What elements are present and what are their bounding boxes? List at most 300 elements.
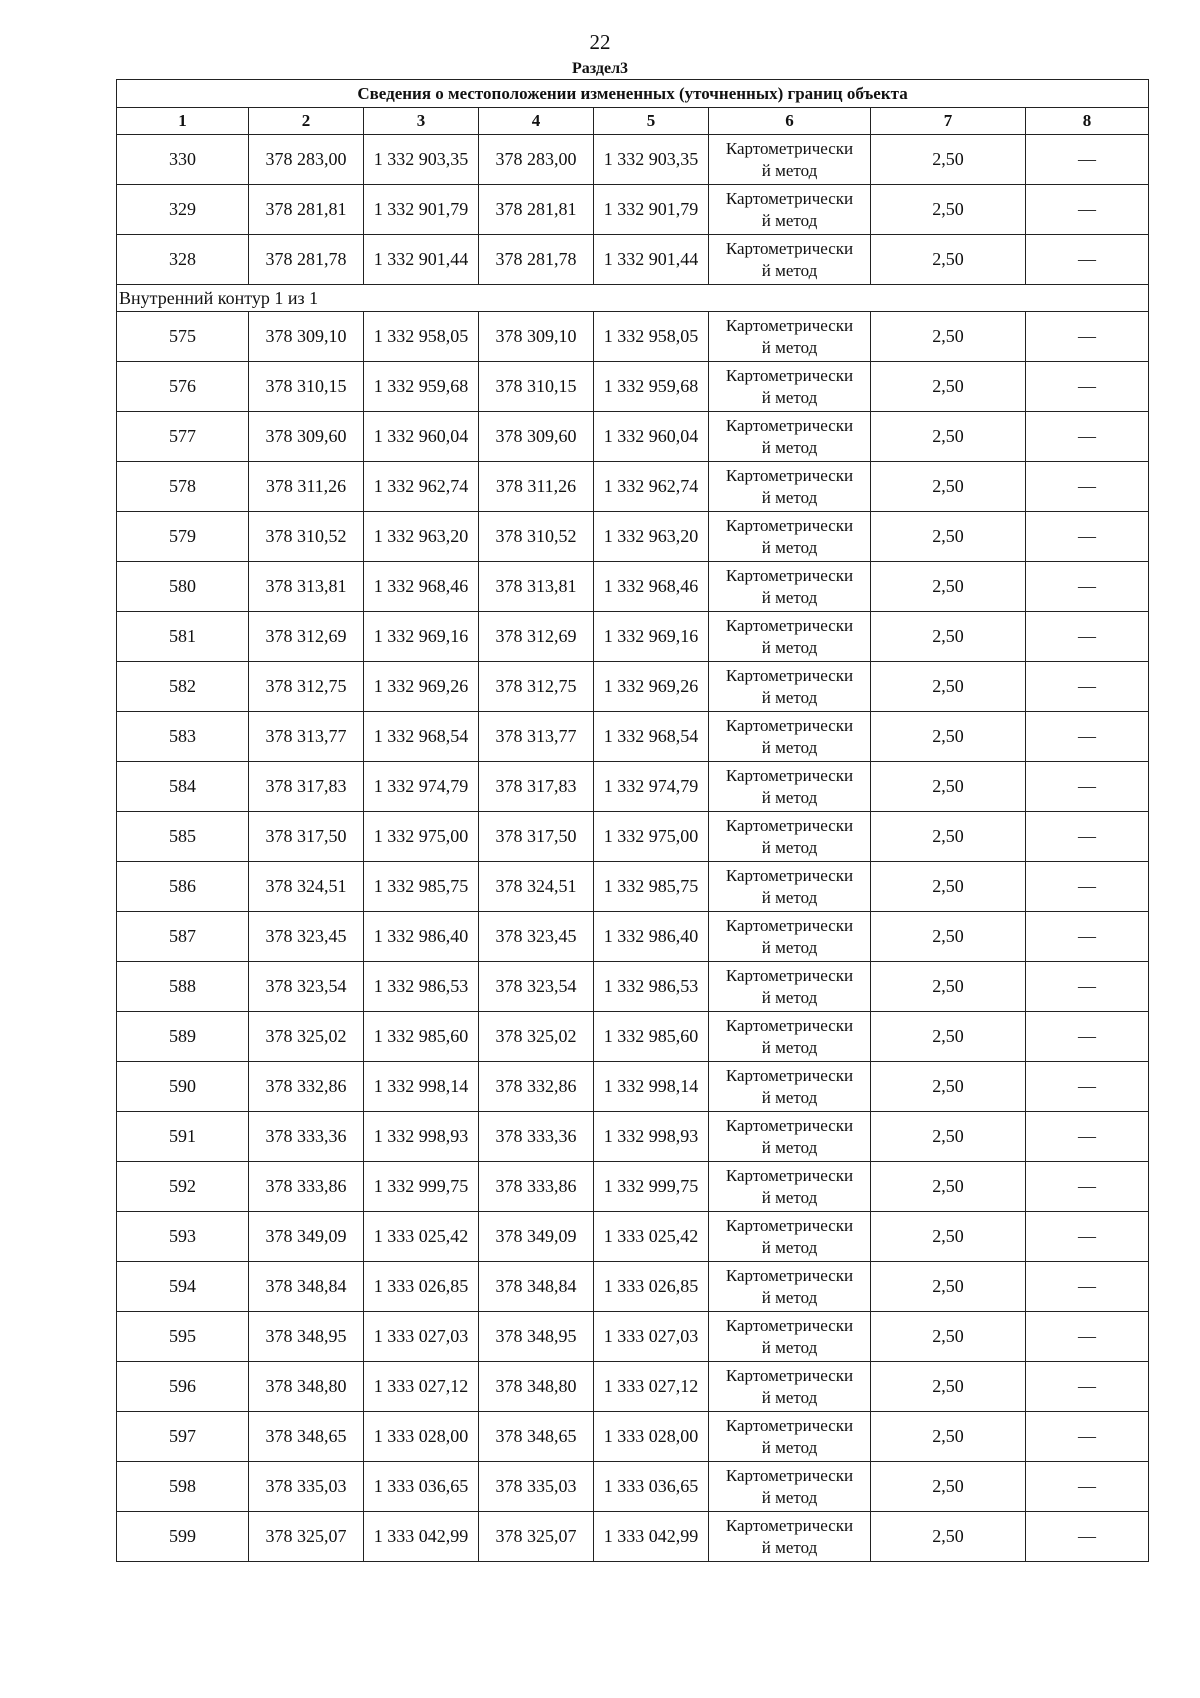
y-coordinate-cell: 1 332 985,60: [364, 1012, 479, 1062]
x-coordinate-cell: 378 349,09: [249, 1212, 364, 1262]
method-cell: [709, 662, 871, 712]
column-header-1: 1: [117, 108, 249, 135]
table-header-row: [117, 108, 1149, 135]
method-text-line1: Картометрически: [725, 365, 854, 385]
column-header-2: 2: [249, 108, 364, 135]
dash-cell: —: [1026, 135, 1149, 185]
accuracy-cell: 2,50: [871, 512, 1026, 562]
accuracy-cell: 2,50: [871, 462, 1026, 512]
y-new-coordinate-cell: 1 332 985,60: [594, 1012, 709, 1062]
y-new-coordinate-cell: 1 333 027,12: [594, 1362, 709, 1412]
accuracy-cell: 2,50: [871, 1512, 1026, 1562]
point-number-cell: 577: [117, 412, 249, 462]
method-text-line1: Картометрически: [725, 765, 854, 785]
x-new-coordinate-cell: 378 317,50: [479, 812, 594, 862]
y-new-coordinate-cell: 1 333 026,85: [594, 1262, 709, 1312]
y-coordinate-cell: 1 332 903,35: [364, 135, 479, 185]
point-number-cell: 596: [117, 1362, 249, 1412]
method-cell: [709, 1462, 871, 1512]
y-coordinate-cell: 1 333 042,99: [364, 1512, 479, 1562]
y-new-coordinate-cell: 1 332 986,53: [594, 962, 709, 1012]
dash-cell: —: [1026, 612, 1149, 662]
x-coordinate-cell: 378 313,77: [249, 712, 364, 762]
x-new-coordinate-cell: 378 335,03: [479, 1462, 594, 1512]
table-row: [117, 1462, 1149, 1512]
dash-cell: —: [1026, 1212, 1149, 1262]
table-row: [117, 1062, 1149, 1112]
point-number-cell: 576: [117, 362, 249, 412]
column-header-3: 3: [364, 108, 479, 135]
method-cell: [709, 235, 871, 285]
method-text-line2: й метод: [761, 1287, 818, 1307]
x-coordinate-cell: 378 324,51: [249, 862, 364, 912]
column-header-4: 4: [479, 108, 594, 135]
method-text-line1: Картометрически: [725, 815, 854, 835]
x-new-coordinate-cell: 378 310,52: [479, 512, 594, 562]
accuracy-cell: 2,50: [871, 412, 1026, 462]
x-new-coordinate-cell: 378 324,51: [479, 862, 594, 912]
accuracy-cell: 2,50: [871, 362, 1026, 412]
accuracy-cell: 2,50: [871, 662, 1026, 712]
method-cell: [709, 612, 871, 662]
method-text-line1: Картометрически: [725, 1065, 854, 1085]
method-text-line1: Картометрически: [725, 238, 854, 258]
column-header-7: 7: [871, 108, 1026, 135]
table-row: [117, 1412, 1149, 1462]
y-coordinate-cell: 1 333 027,03: [364, 1312, 479, 1362]
method-text-line1: Картометрически: [725, 188, 854, 208]
x-new-coordinate-cell: 378 311,26: [479, 462, 594, 512]
accuracy-cell: 2,50: [871, 185, 1026, 235]
table-row: [117, 1112, 1149, 1162]
y-new-coordinate-cell: 1 332 903,35: [594, 135, 709, 185]
table-row: [117, 812, 1149, 862]
x-coordinate-cell: 378 312,69: [249, 612, 364, 662]
y-new-coordinate-cell: 1 332 999,75: [594, 1162, 709, 1212]
y-coordinate-cell: 1 332 975,00: [364, 812, 479, 862]
method-text-line2: й метод: [761, 1187, 818, 1207]
method-text-line2: й метод: [761, 987, 818, 1007]
dash-cell: —: [1026, 462, 1149, 512]
x-coordinate-cell: 378 348,65: [249, 1412, 364, 1462]
method-text-line1: Картометрически: [725, 1365, 854, 1385]
page-number: 22: [589, 30, 611, 54]
point-number-cell: 328: [117, 235, 249, 285]
dash-cell: —: [1026, 712, 1149, 762]
method-text-line2: й метод: [761, 787, 818, 807]
table-row: [117, 662, 1149, 712]
method-cell: [709, 1312, 871, 1362]
method-cell: [709, 1212, 871, 1262]
table-row: [117, 1312, 1149, 1362]
y-coordinate-cell: 1 332 958,05: [364, 312, 479, 362]
y-new-coordinate-cell: 1 332 969,26: [594, 662, 709, 712]
dash-cell: —: [1026, 762, 1149, 812]
dash-cell: —: [1026, 962, 1149, 1012]
y-coordinate-cell: 1 332 969,16: [364, 612, 479, 662]
contour-label: Внутренний контур 1 из 1: [117, 285, 1149, 312]
point-number-cell: 585: [117, 812, 249, 862]
method-text-line2: й метод: [761, 160, 818, 180]
method-text-line2: й метод: [761, 1487, 818, 1507]
y-new-coordinate-cell: 1 332 959,68: [594, 362, 709, 412]
point-number-cell: 592: [117, 1162, 249, 1212]
dash-cell: —: [1026, 912, 1149, 962]
x-coordinate-cell: 378 335,03: [249, 1462, 364, 1512]
column-header-5: 5: [594, 108, 709, 135]
dash-cell: —: [1026, 1012, 1149, 1062]
table-row: [117, 185, 1149, 235]
y-coordinate-cell: 1 332 901,79: [364, 185, 479, 235]
y-coordinate-cell: 1 332 999,75: [364, 1162, 479, 1212]
table-row: [117, 612, 1149, 662]
method-text-line1: Картометрически: [725, 138, 854, 158]
y-coordinate-cell: 1 332 998,93: [364, 1112, 479, 1162]
accuracy-cell: 2,50: [871, 862, 1026, 912]
method-cell: [709, 1262, 871, 1312]
method-text-line1: Картометрически: [725, 1515, 854, 1535]
x-new-coordinate-cell: 378 348,80: [479, 1362, 594, 1412]
method-cell: [709, 1112, 871, 1162]
table-row: [117, 1162, 1149, 1212]
x-new-coordinate-cell: 378 332,86: [479, 1062, 594, 1112]
method-text-line2: й метод: [761, 887, 818, 907]
x-coordinate-cell: 378 309,10: [249, 312, 364, 362]
table-row: [117, 862, 1149, 912]
point-number-cell: 584: [117, 762, 249, 812]
table-row: [117, 235, 1149, 285]
x-coordinate-cell: 378 310,52: [249, 512, 364, 562]
accuracy-cell: 2,50: [871, 312, 1026, 362]
x-coordinate-cell: 378 325,02: [249, 1012, 364, 1062]
method-text-line2: й метод: [761, 737, 818, 757]
y-coordinate-cell: 1 332 974,79: [364, 762, 479, 812]
y-new-coordinate-cell: 1 333 027,03: [594, 1312, 709, 1362]
y-new-coordinate-cell: 1 332 901,44: [594, 235, 709, 285]
x-coordinate-cell: 378 309,60: [249, 412, 364, 462]
method-text-line2: й метод: [761, 1337, 818, 1357]
x-coordinate-cell: 378 348,80: [249, 1362, 364, 1412]
dash-cell: —: [1026, 1512, 1149, 1562]
method-text-line2: й метод: [761, 1137, 818, 1157]
method-cell: [709, 135, 871, 185]
x-coordinate-cell: 378 310,15: [249, 362, 364, 412]
dash-cell: —: [1026, 312, 1149, 362]
accuracy-cell: 2,50: [871, 1312, 1026, 1362]
method-text-line1: Картометрически: [725, 1015, 854, 1035]
point-number-cell: 599: [117, 1512, 249, 1562]
x-coordinate-cell: 378 281,78: [249, 235, 364, 285]
y-new-coordinate-cell: 1 332 998,93: [594, 1112, 709, 1162]
y-coordinate-cell: 1 332 986,40: [364, 912, 479, 962]
x-new-coordinate-cell: 378 348,65: [479, 1412, 594, 1462]
y-coordinate-cell: 1 333 026,85: [364, 1262, 479, 1312]
point-number-cell: 578: [117, 462, 249, 512]
accuracy-cell: 2,50: [871, 612, 1026, 662]
method-text-line2: й метод: [761, 1537, 818, 1557]
method-text-line1: Картометрически: [725, 1315, 854, 1335]
method-text-line2: й метод: [761, 837, 818, 857]
table-row: [117, 1012, 1149, 1062]
column-header-6: 6: [709, 108, 871, 135]
point-number-cell: 589: [117, 1012, 249, 1062]
x-coordinate-cell: 378 313,81: [249, 562, 364, 612]
y-new-coordinate-cell: 1 332 975,00: [594, 812, 709, 862]
point-number-cell: 588: [117, 962, 249, 1012]
y-coordinate-cell: 1 332 959,68: [364, 362, 479, 412]
dash-cell: —: [1026, 235, 1149, 285]
point-number-cell: 586: [117, 862, 249, 912]
point-number-cell: 579: [117, 512, 249, 562]
method-text-line1: Картометрически: [725, 515, 854, 535]
dash-cell: —: [1026, 1062, 1149, 1112]
y-new-coordinate-cell: 1 333 042,99: [594, 1512, 709, 1562]
method-cell: [709, 962, 871, 1012]
x-coordinate-cell: 378 333,86: [249, 1162, 364, 1212]
accuracy-cell: 2,50: [871, 712, 1026, 762]
point-number-cell: 591: [117, 1112, 249, 1162]
point-number-cell: 575: [117, 312, 249, 362]
x-new-coordinate-cell: 378 333,86: [479, 1162, 594, 1212]
method-cell: [709, 462, 871, 512]
y-new-coordinate-cell: 1 333 036,65: [594, 1462, 709, 1512]
y-new-coordinate-cell: 1 332 969,16: [594, 612, 709, 662]
method-text-line1: Картометрически: [725, 1215, 854, 1235]
method-cell: [709, 1512, 871, 1562]
table-row: [117, 362, 1149, 412]
point-number-cell: 581: [117, 612, 249, 662]
method-text-line1: Картометрически: [725, 715, 854, 735]
accuracy-cell: 2,50: [871, 812, 1026, 862]
x-new-coordinate-cell: 378 317,83: [479, 762, 594, 812]
y-new-coordinate-cell: 1 332 986,40: [594, 912, 709, 962]
accuracy-cell: 2,50: [871, 1062, 1026, 1112]
y-new-coordinate-cell: 1 333 028,00: [594, 1412, 709, 1462]
dash-cell: —: [1026, 412, 1149, 462]
y-new-coordinate-cell: 1 332 968,54: [594, 712, 709, 762]
method-text-line1: Картометрически: [725, 465, 854, 485]
point-number-cell: 595: [117, 1312, 249, 1362]
x-new-coordinate-cell: 378 310,15: [479, 362, 594, 412]
x-coordinate-cell: 378 323,54: [249, 962, 364, 1012]
dash-cell: —: [1026, 1312, 1149, 1362]
method-text-line2: й метод: [761, 437, 818, 457]
x-coordinate-cell: 378 325,07: [249, 1512, 364, 1562]
dash-cell: —: [1026, 1262, 1149, 1312]
method-text-line1: Картометрически: [725, 915, 854, 935]
method-cell: [709, 1412, 871, 1462]
point-number-cell: 330: [117, 135, 249, 185]
x-new-coordinate-cell: 378 348,84: [479, 1262, 594, 1312]
dash-cell: —: [1026, 812, 1149, 862]
y-coordinate-cell: 1 332 998,14: [364, 1062, 479, 1112]
method-text-line2: й метод: [761, 1037, 818, 1057]
point-number-cell: 587: [117, 912, 249, 962]
point-number-cell: 329: [117, 185, 249, 235]
table-row: [117, 912, 1149, 962]
table-row: [117, 312, 1149, 362]
x-coordinate-cell: 378 281,81: [249, 185, 364, 235]
method-cell: [709, 362, 871, 412]
table-row: [117, 135, 1149, 185]
dash-cell: —: [1026, 1412, 1149, 1462]
dash-cell: —: [1026, 562, 1149, 612]
y-coordinate-cell: 1 333 025,42: [364, 1212, 479, 1262]
method-text-line1: Картометрически: [725, 1265, 854, 1285]
method-text-line1: Картометрически: [725, 965, 854, 985]
y-new-coordinate-cell: 1 332 958,05: [594, 312, 709, 362]
method-cell: [709, 185, 871, 235]
method-cell: [709, 1062, 871, 1112]
point-number-cell: 583: [117, 712, 249, 762]
y-coordinate-cell: 1 333 028,00: [364, 1412, 479, 1462]
accuracy-cell: 2,50: [871, 235, 1026, 285]
method-cell: [709, 762, 871, 812]
table-row: [117, 1212, 1149, 1262]
method-text-line1: Картометрически: [725, 415, 854, 435]
x-new-coordinate-cell: 378 333,36: [479, 1112, 594, 1162]
dash-cell: —: [1026, 185, 1149, 235]
x-coordinate-cell: 378 333,36: [249, 1112, 364, 1162]
x-new-coordinate-cell: 378 313,81: [479, 562, 594, 612]
dash-cell: —: [1026, 512, 1149, 562]
y-coordinate-cell: 1 332 986,53: [364, 962, 479, 1012]
dash-cell: —: [1026, 662, 1149, 712]
accuracy-cell: 2,50: [871, 1262, 1026, 1312]
x-new-coordinate-cell: 378 325,07: [479, 1512, 594, 1562]
method-text-line1: Картометрически: [725, 615, 854, 635]
x-new-coordinate-cell: 378 312,69: [479, 612, 594, 662]
point-number-cell: 582: [117, 662, 249, 712]
method-text-line2: й метод: [761, 587, 818, 607]
method-cell: [709, 1362, 871, 1412]
y-coordinate-cell: 1 333 027,12: [364, 1362, 479, 1412]
method-text-line2: й метод: [761, 937, 818, 957]
accuracy-cell: 2,50: [871, 962, 1026, 1012]
method-text-line2: й метод: [761, 337, 818, 357]
y-new-coordinate-cell: 1 332 998,14: [594, 1062, 709, 1112]
method-cell: [709, 1162, 871, 1212]
point-number-cell: 580: [117, 562, 249, 612]
x-new-coordinate-cell: 378 323,54: [479, 962, 594, 1012]
x-new-coordinate-cell: 378 348,95: [479, 1312, 594, 1362]
y-coordinate-cell: 1 332 985,75: [364, 862, 479, 912]
x-coordinate-cell: 378 317,83: [249, 762, 364, 812]
y-coordinate-cell: 1 332 960,04: [364, 412, 479, 462]
method-cell: [709, 562, 871, 612]
x-coordinate-cell: 378 311,26: [249, 462, 364, 512]
y-new-coordinate-cell: 1 333 025,42: [594, 1212, 709, 1262]
method-text-line2: й метод: [761, 210, 818, 230]
dash-cell: —: [1026, 362, 1149, 412]
x-new-coordinate-cell: 378 349,09: [479, 1212, 594, 1262]
y-coordinate-cell: 1 332 963,20: [364, 512, 479, 562]
dash-cell: —: [1026, 1162, 1149, 1212]
method-cell: [709, 1012, 871, 1062]
y-new-coordinate-cell: 1 332 968,46: [594, 562, 709, 612]
method-text-line1: Картометрически: [725, 1465, 854, 1485]
method-text-line2: й метод: [761, 487, 818, 507]
table-row: [117, 712, 1149, 762]
method-text-line1: Картометрически: [725, 1415, 854, 1435]
method-text-line1: Картометрически: [725, 865, 854, 885]
method-cell: [709, 912, 871, 962]
accuracy-cell: 2,50: [871, 1412, 1026, 1462]
table-row: [117, 512, 1149, 562]
point-number-cell: 597: [117, 1412, 249, 1462]
accuracy-cell: 2,50: [871, 912, 1026, 962]
point-number-cell: 594: [117, 1262, 249, 1312]
x-coordinate-cell: 378 312,75: [249, 662, 364, 712]
point-number-cell: 593: [117, 1212, 249, 1262]
point-number-cell: 598: [117, 1462, 249, 1512]
accuracy-cell: 2,50: [871, 1162, 1026, 1212]
method-text-line2: й метод: [761, 1437, 818, 1457]
method-text-line1: Картометрически: [725, 1115, 854, 1135]
table-row: [117, 1362, 1149, 1412]
x-coordinate-cell: 378 332,86: [249, 1062, 364, 1112]
table-row: [117, 762, 1149, 812]
method-cell: [709, 412, 871, 462]
accuracy-cell: 2,50: [871, 1362, 1026, 1412]
x-coordinate-cell: 378 323,45: [249, 912, 364, 962]
method-cell: [709, 512, 871, 562]
table-row: [117, 562, 1149, 612]
accuracy-cell: 2,50: [871, 562, 1026, 612]
x-new-coordinate-cell: 378 323,45: [479, 912, 594, 962]
x-new-coordinate-cell: 378 325,02: [479, 1012, 594, 1062]
x-coordinate-cell: 378 348,95: [249, 1312, 364, 1362]
table-title-row: [117, 80, 1149, 108]
accuracy-cell: 2,50: [871, 762, 1026, 812]
x-new-coordinate-cell: 378 283,00: [479, 135, 594, 185]
table-row: [117, 412, 1149, 462]
y-new-coordinate-cell: 1 332 985,75: [594, 862, 709, 912]
method-text-line2: й метод: [761, 260, 818, 280]
method-text-line1: Картометрически: [725, 565, 854, 585]
y-coordinate-cell: 1 332 968,54: [364, 712, 479, 762]
y-coordinate-cell: 1 332 968,46: [364, 562, 479, 612]
method-text-line2: й метод: [761, 687, 818, 707]
y-coordinate-cell: 1 332 901,44: [364, 235, 479, 285]
method-cell: [709, 712, 871, 762]
contour-label-row: [117, 285, 1149, 312]
x-new-coordinate-cell: 378 309,10: [479, 312, 594, 362]
x-new-coordinate-cell: 378 309,60: [479, 412, 594, 462]
x-coordinate-cell: 378 348,84: [249, 1262, 364, 1312]
dash-cell: —: [1026, 862, 1149, 912]
method-text-line2: й метод: [761, 1387, 818, 1407]
dash-cell: —: [1026, 1462, 1149, 1512]
y-coordinate-cell: 1 332 969,26: [364, 662, 479, 712]
accuracy-cell: 2,50: [871, 1462, 1026, 1512]
method-text-line2: й метод: [761, 637, 818, 657]
x-new-coordinate-cell: 378 281,78: [479, 235, 594, 285]
method-text-line2: й метод: [761, 387, 818, 407]
x-coordinate-cell: 378 283,00: [249, 135, 364, 185]
accuracy-cell: 2,50: [871, 1112, 1026, 1162]
x-new-coordinate-cell: 378 312,75: [479, 662, 594, 712]
method-cell: [709, 312, 871, 362]
method-text-line1: Картометрически: [725, 665, 854, 685]
y-new-coordinate-cell: 1 332 960,04: [594, 412, 709, 462]
method-text-line2: й метод: [761, 537, 818, 557]
table-row: [117, 462, 1149, 512]
table-row: [117, 1262, 1149, 1312]
point-number-cell: 590: [117, 1062, 249, 1112]
method-cell: [709, 862, 871, 912]
dash-cell: —: [1026, 1362, 1149, 1412]
